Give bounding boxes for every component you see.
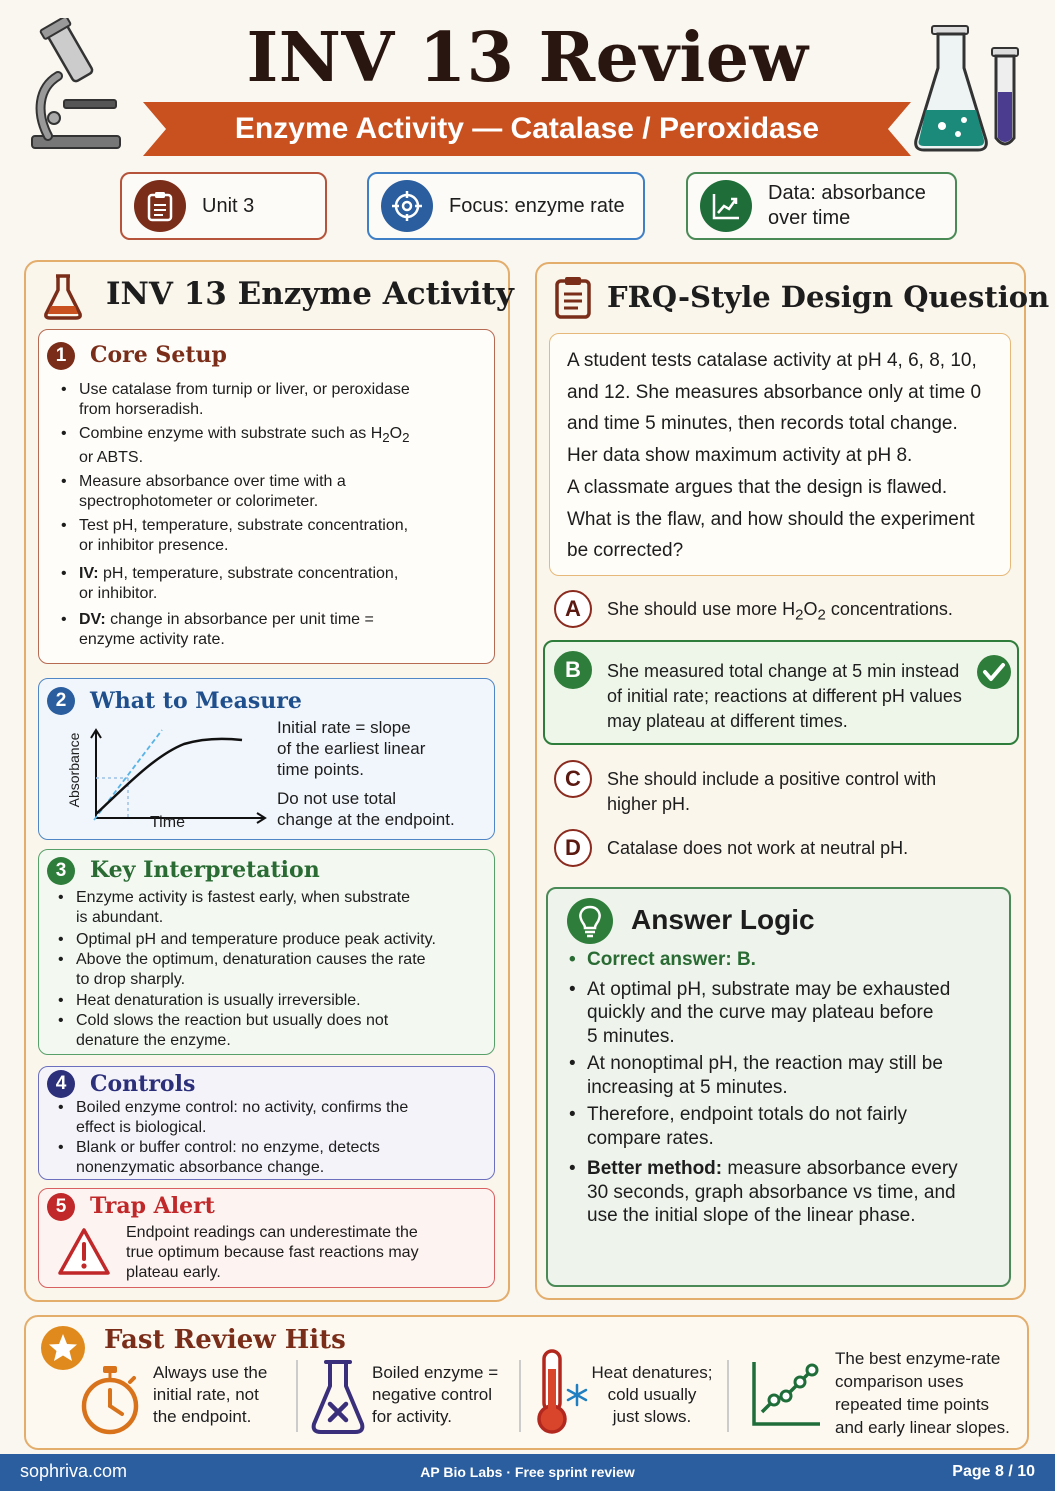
focus-pill bbox=[367, 172, 645, 240]
left-heading: INV 13 Enzyme Activity bbox=[106, 276, 514, 312]
option-d-marker[interactable]: D bbox=[554, 829, 592, 867]
stopwatch-icon bbox=[78, 1364, 142, 1441]
section-number-4: 4 bbox=[47, 1070, 75, 1098]
measure-note-1: Initial rate = slope of the earliest linear time points. bbox=[277, 718, 426, 779]
check-icon bbox=[976, 654, 1012, 695]
divider bbox=[727, 1360, 729, 1432]
target-icon bbox=[381, 180, 433, 232]
y-axis-label: Absorbance bbox=[66, 732, 82, 808]
list-item: • Therefore, endpoint totals do not fairly compare rates. bbox=[565, 1103, 1005, 1150]
fast-hit-1-text: Always use the initial rate, not the endpoint. bbox=[153, 1363, 268, 1426]
rising-graph-icon bbox=[750, 1360, 822, 1433]
list-item: • At nonoptimal pH, the reaction may still be increasing at 5 minutes. bbox=[565, 1052, 1005, 1099]
controls-list bbox=[54, 1098, 484, 1178]
flask-x-icon bbox=[309, 1358, 367, 1441]
thermometer-snowflake-icon bbox=[535, 1347, 593, 1442]
what-to-measure-title: What to Measure bbox=[90, 688, 302, 714]
option-a-text[interactable]: She should use more $H_2O_2$ concentrations. bbox=[607, 599, 953, 624]
list-item: • Measure absorbance over time with a spectrophotometer or colorimeter. bbox=[57, 472, 487, 512]
option-c-marker[interactable]: C bbox=[554, 760, 592, 798]
divider bbox=[296, 1360, 298, 1432]
section-number-1: 1 bbox=[47, 342, 75, 370]
unit-pill bbox=[120, 172, 327, 240]
option-d-text[interactable]: Catalase does not work at neutral pH. bbox=[607, 838, 909, 858]
lightbulb-icon bbox=[566, 897, 614, 950]
chart-up-icon bbox=[700, 180, 752, 232]
divider bbox=[519, 1360, 521, 1432]
list-item: • DV: change in absorbance per unit time = enzyme activity rate. bbox=[57, 610, 487, 650]
list-item: • IV: pH, temperature, substrate concentration, or inhibitor. bbox=[57, 564, 487, 604]
trap-alert-text: Endpoint readings can underestimate the true optimum because fast reactions may plateau early. bbox=[126, 1224, 419, 1281]
question-text: A student tests catalase activity at pH 4, 6, 8, 10, and 12. She measures absorbance only at time 0 and time 5 minutes, then records total change. Her data show maximum activity at pH 8. A classmate argues that the design is flawed. What is the flaw, and how should the experiment be corrected? bbox=[567, 350, 982, 562]
option-a-marker[interactable]: A bbox=[554, 590, 592, 628]
list-item: • Blank or buffer control: no enzyme, detects nonenzymatic absorbance change. bbox=[54, 1138, 484, 1178]
list-item: • Enzyme activity is fastest early, when substrate is abundant. bbox=[54, 888, 484, 928]
list-item: • Optimal pH and temperature produce peak activity. bbox=[54, 930, 484, 950]
option-c-text[interactable]: She should include a positive control with higher pH. bbox=[607, 769, 937, 814]
data-pill-label: Data: absorbance over time bbox=[768, 182, 926, 229]
flask-icon bbox=[42, 272, 84, 325]
list-item: • Better method: measure absorbance every 30 seconds, graph absorbance vs time, and use the initial slope of the linear phase. bbox=[565, 1157, 1005, 1228]
focus-pill-label: Focus: enzyme rate bbox=[449, 194, 625, 217]
controls-title: Controls bbox=[90, 1071, 196, 1097]
list-item: • At optimal pH, substrate may be exhausted quickly and the curve may plateau before 5 minutes. bbox=[565, 978, 1005, 1049]
core-setup-list bbox=[57, 380, 487, 650]
core-setup-title: Core Setup bbox=[90, 342, 227, 368]
list-item: • Test pH, temperature, substrate concentration, or inhibitor presence. bbox=[57, 516, 487, 556]
data-pill bbox=[686, 172, 957, 240]
list-item: • Use catalase from turnip or liver, or peroxidase from horseradish. bbox=[57, 380, 487, 420]
answer-logic-list bbox=[565, 948, 1005, 1228]
footer-center-text: AP Bio Labs · Free sprint review bbox=[420, 1464, 635, 1480]
page-subtitle: Enzyme Activity — Catalase / Peroxidase bbox=[234, 112, 820, 145]
clipboard-icon bbox=[553, 274, 593, 325]
footer-page-number: Page 8 / 10 bbox=[952, 1463, 1035, 1480]
section-number-5: 5 bbox=[47, 1193, 75, 1221]
option-b-marker[interactable]: B bbox=[554, 651, 592, 689]
page-title: INV 13 Review bbox=[246, 18, 809, 98]
key-interpretation-title: Key Interpretation bbox=[90, 857, 320, 883]
measure-note-2: Do not use total change at the endpoint. bbox=[277, 789, 455, 829]
clipboard-icon bbox=[134, 180, 186, 232]
footer-site-link[interactable]: sophriva.com bbox=[20, 1461, 128, 1481]
footer bbox=[0, 1454, 1055, 1491]
list-item: • Cold slows the reaction but usually does not denature the enzyme. bbox=[54, 1011, 484, 1051]
fast-hit-4-text: The best enzyme-rate comparison uses repeated time points and early linear slopes. bbox=[835, 1349, 1010, 1437]
right-heading: FRQ-Style Design Question bbox=[607, 280, 1050, 314]
fast-review-title: Fast Review Hits bbox=[104, 1325, 346, 1355]
interpretation-list bbox=[54, 888, 484, 1051]
x-axis-label: Time bbox=[150, 814, 185, 831]
list-item: • Heat denaturation is usually irreversible. bbox=[54, 991, 484, 1011]
section-number-2: 2 bbox=[47, 687, 75, 715]
correct-answer: • Correct answer: B. bbox=[565, 948, 1005, 972]
section-number-3: 3 bbox=[47, 857, 75, 885]
fast-hit-2-text: Boiled enzyme = negative control for activity. bbox=[372, 1363, 499, 1426]
trap-alert-title: Trap Alert bbox=[90, 1193, 215, 1219]
list-item: • Boiled enzyme control: no activity, confirms the effect is biological. bbox=[54, 1098, 484, 1138]
list-item: • Combine enzyme with substrate such as $H_2O_2$ or ABTS. bbox=[57, 424, 487, 468]
fast-hit-3-text: Heat denatures; cold usually just slows. bbox=[591, 1363, 713, 1426]
option-b-text[interactable]: She measured total change at 5 min instead of initial rate; reactions at different pH values may plateau at different times. bbox=[607, 661, 962, 731]
answer-logic-title: Answer Logic bbox=[631, 904, 815, 935]
unit-pill-label: Unit 3 bbox=[202, 194, 255, 217]
list-item: • Above the optimum, denaturation causes the rate to drop sharply. bbox=[54, 950, 484, 990]
warning-icon bbox=[56, 1226, 112, 1283]
